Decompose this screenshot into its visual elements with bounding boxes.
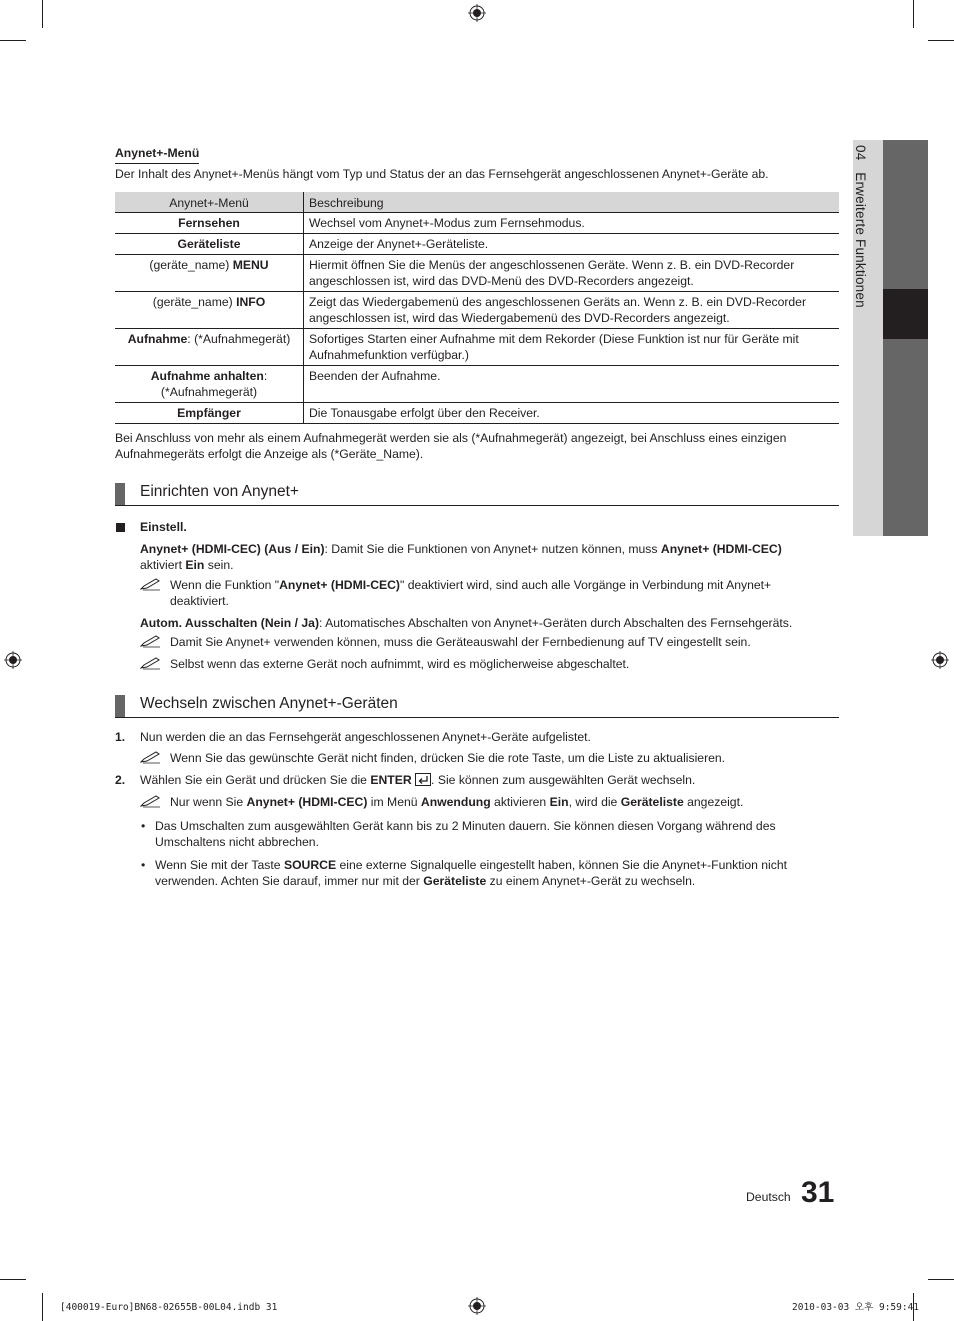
step-text: Nun werden die an das Fernsehgerät angeschlossenen Anynet+-Geräte aufgelistet.	[140, 730, 591, 744]
note-text: Selbst wenn das externe Gerät noch aufnimmt, wird es möglicherweise abgeschaltet.	[170, 657, 630, 671]
section-rule	[115, 717, 839, 718]
chapter-tab-active	[883, 289, 928, 339]
table-header-menu: Anynet+-Menü	[115, 193, 304, 213]
chapter-title: Erweiterte Funktionen	[853, 172, 868, 308]
note-text: Nur wenn Sie Anynet+ (HDMI-CEC) im Menü Anwendung aktivieren Ein, wird die Geräteliste angezeigt.	[170, 795, 744, 809]
crop-mark	[0, 40, 26, 41]
bullet-icon: •	[141, 819, 146, 833]
table-row	[115, 403, 839, 424]
crop-mark	[42, 0, 43, 28]
table-row	[115, 329, 839, 366]
table-row	[115, 234, 839, 255]
recorder-note-paragraph: Bei Anschluss von mehr als einem Aufnahmegerät werden sie als (*Aufnahmegerät) angezeigt, bei Anschluss eines einzigen Aufnahmegeräts erfolgt die Anzeige als (*Geräte_Name).	[115, 431, 787, 461]
note-text: Wenn die Funktion "Anynet+ (HDMI-CEC)" deaktiviert wird, sind auch alle Vorgänge in Verbindung mit Anynet+ deaktiviert.	[170, 578, 772, 608]
note-text: Damit Sie Anynet+ verwenden können, muss die Geräteauswahl der Fernbedienung auf TV eingestellt sein.	[170, 635, 751, 649]
note-pencil-icon	[140, 656, 162, 670]
note-pencil-icon	[140, 634, 162, 648]
section-title-switch: Wechseln zwischen Anynet+-Geräten	[140, 695, 398, 712]
bullet-icon: •	[141, 858, 146, 872]
registration-mark-icon	[931, 651, 949, 669]
table-cell-menu: Geräteliste	[115, 234, 304, 255]
option-auto-off: Autom. Ausschalten (Nein / Ja): Automatisches Abschalten von Anynet+-Geräten durch Abschalten des Fernsehgeräts.	[140, 616, 793, 630]
table-row	[115, 366, 839, 403]
section-marker	[115, 483, 125, 505]
step-number: 1.	[115, 730, 126, 744]
table-cell-description: Beenden der Aufnahme.	[304, 366, 840, 403]
anynet-menu-table	[115, 192, 839, 424]
section-marker	[115, 695, 125, 717]
table-header-description: Beschreibung	[304, 193, 840, 213]
table-cell-description: Hiermit öffnen Sie die Menüs der angeschlossenen Geräte. Wenn z. B. ein DVD-Recorder angeschlossen ist, wird das DVD-Menü des DVD-Recorders angezeigt.	[304, 255, 840, 292]
table-cell-menu: Fernsehen	[115, 213, 304, 234]
option-anynet-hdmi-cec: Anynet+ (HDMI-CEC) (Aus / Ein): Damit Sie die Funktionen von Anynet+ nutzen können, muss Anynet+ (HDMI-CEC) aktiviert Ein sein.	[140, 542, 782, 572]
print-slug-date: 2010-03-03 오후 9:59:41	[792, 1302, 920, 1313]
crop-mark	[913, 0, 914, 28]
bullet-text: Das Umschalten zum ausgewählten Gerät kann bis zu 2 Minuten dauern. Sie können diesen Vorgang während des Umschaltens nicht abbrechen.	[155, 819, 776, 849]
note-text: Wenn Sie das gewünschte Gerät nicht finden, drücken Sie die rote Taste, um die Liste zu aktualisieren.	[170, 751, 726, 765]
anynet-menu-intro: Der Inhalt des Anynet+-Menüs hängt vom Typ und Status der an das Fernsehgerät angeschlossenen Anynet+-Geräte ab.	[115, 167, 769, 181]
print-slug-file: [400019-Euro]BN68-02655B-00L04.indb 31	[60, 1302, 278, 1313]
bullet-text: Wenn Sie mit der Taste SOURCE eine externe Signalquelle eingestellt haben, können Sie die Anynet+-Funktion nicht verwenden. Achten Sie darauf, immer nur mit der Geräteliste zu einem Anynet+-Gerät zu wechseln.	[155, 858, 788, 888]
table-header-row	[115, 193, 839, 213]
table-cell-description: Die Tonausgabe erfolgt über den Receiver.	[304, 403, 840, 424]
note-pencil-icon	[140, 750, 162, 764]
table-cell-menu: (geräte_name) INFO	[115, 292, 304, 329]
registration-mark-icon	[468, 1297, 486, 1315]
table-cell-menu: Aufnahme: (*Aufnahmegerät)	[115, 329, 304, 366]
table-cell-description: Zeigt das Wiedergabemenü des angeschlossenen Geräts an. Wenn z. B. ein DVD-Recorder angeschlossen ist, wird das Wiedergabemenü des DVD-Recorders angezeigt.	[304, 292, 840, 329]
step-text: Wählen Sie ein Gerät und drücken Sie die ENTER . Sie können zum ausgewählten Gerät wechseln.	[140, 773, 696, 787]
anynet-menu-heading: Anynet+-Menü	[115, 145, 199, 164]
footer-language: Deutsch	[746, 1190, 791, 1204]
table-row	[115, 292, 839, 329]
table-cell-description: Sofortiges Starten einer Aufnahme mit dem Rekorder (Diese Funktion ist nur für Geräte mit Aufnahmefunktion verfügbar.)	[304, 329, 840, 366]
setting-item-label: Einstell.	[140, 520, 187, 534]
square-bullet-icon	[116, 523, 125, 532]
chapter-tab-dark	[883, 140, 928, 289]
crop-mark	[0, 1279, 26, 1280]
note-pencil-icon	[140, 794, 162, 808]
table-cell-menu: Aufnahme anhalten: (*Aufnahmegerät)	[115, 366, 304, 403]
enter-key-icon	[415, 773, 431, 786]
table-cell-description: Anzeige der Anynet+-Geräteliste.	[304, 234, 840, 255]
section-title-setup: Einrichten von Anynet+	[140, 483, 299, 500]
chapter-tab-dark	[883, 339, 928, 536]
table-row	[115, 213, 839, 234]
table-cell-menu: (geräte_name) MENU	[115, 255, 304, 292]
chapter-number: 04	[853, 145, 868, 161]
registration-mark-icon	[4, 651, 22, 669]
page-number: 31	[801, 1176, 835, 1209]
crop-mark	[42, 1293, 43, 1321]
section-rule	[115, 505, 839, 506]
chapter-tab-label	[852, 145, 868, 308]
registration-mark-icon	[468, 4, 486, 22]
crop-mark	[928, 40, 954, 41]
table-cell-description: Wechsel vom Anynet+-Modus zum Fernsehmodus.	[304, 213, 840, 234]
table-row	[115, 255, 839, 292]
step-number: 2.	[115, 773, 126, 787]
table-cell-menu: Empfänger	[115, 403, 304, 424]
crop-mark	[928, 1279, 954, 1280]
note-pencil-icon	[140, 577, 162, 591]
